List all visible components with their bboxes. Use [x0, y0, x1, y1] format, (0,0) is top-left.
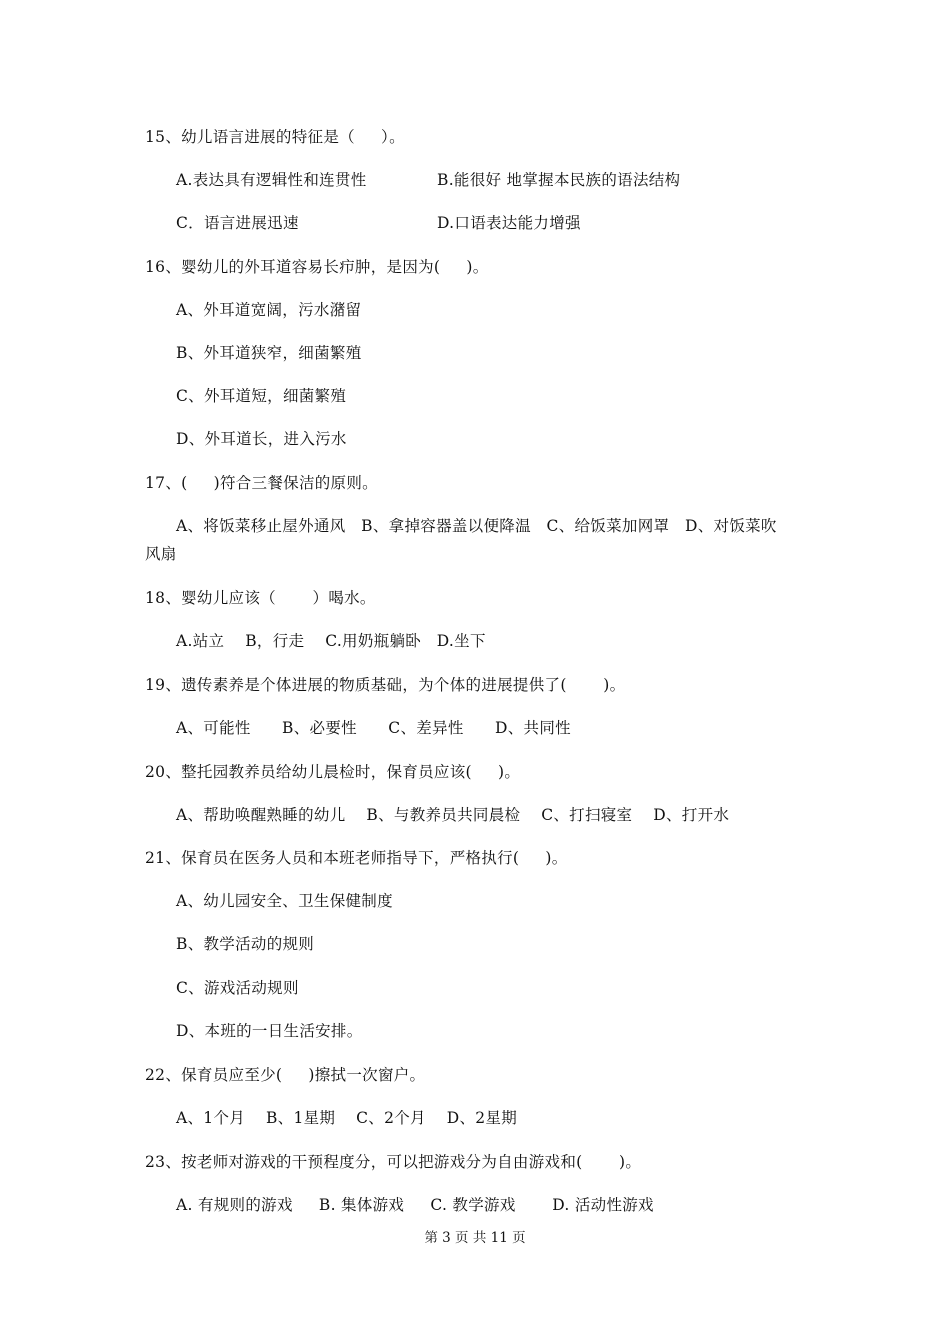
question-22-options: A、1个月 B、1星期 C、2个月 D、2星期: [176, 1109, 518, 1127]
question-15-option-d: D.口语表达能力增强: [437, 214, 581, 232]
question-21-option-c: C、游戏活动规则: [176, 979, 299, 997]
question-16-option-d: D、外耳道长，进入污水: [176, 430, 347, 448]
question-21-option-d: D、本班的一日生活安排。: [176, 1022, 363, 1040]
question-23-options: A. 有规则的游戏 B. 集体游戏 C. 教学游戏 D. 活动性游戏: [176, 1196, 654, 1214]
question-15-stem: 15、幼儿语言进展的特征是（ ）。: [145, 128, 405, 146]
question-15-option-a: A.表达具有逻辑性和连贯性: [176, 171, 367, 189]
page-number-footer: 第 3 页 共 11 页: [424, 1230, 526, 1246]
question-17-options: A、将饭菜移止屋外通风 B、拿掉容器盖以便降温 C、给饭菜加网罩 D、对饭菜吹: [176, 517, 777, 535]
question-15-option-c: C．语言进展迅速: [176, 214, 299, 232]
question-19-stem: 19、遗传素养是个体进展的物质基础，为个体的进展提供了( )。: [145, 676, 626, 694]
question-16-option-a: A、外耳道宽阔，污水潴留: [176, 301, 362, 319]
question-23-stem: 23、按老师对游戏的干预程度分，可以把游戏分为自由游戏和( )。: [145, 1153, 642, 1171]
question-17-options-continued: 风扇: [145, 545, 177, 563]
question-16-stem: 16、婴幼儿的外耳道容易长疖肿，是因为( )。: [145, 258, 489, 276]
question-18-options: A.站立 B，行走 C.用奶瓶躺卧 D.坐下: [176, 632, 486, 650]
question-21-option-b: B、教学活动的规则: [176, 935, 315, 953]
question-22-stem: 22、保育员应至少( )擦拭一次窗户。: [145, 1066, 426, 1084]
question-21-stem: 21、保育员在医务人员和本班老师指导下，严格执行( )。: [145, 849, 568, 867]
question-15-option-b: B.能很好 地掌握本民族的语法结构: [437, 171, 681, 189]
question-16-option-c: C、外耳道短，细菌繁殖: [176, 387, 347, 405]
question-20-stem: 20、整托园教养员给幼儿晨检时，保育员应该( )。: [145, 763, 521, 781]
question-19-options: A、可能性 B、必要性 C、差异性 D、共同性: [176, 719, 571, 737]
question-17-stem: 17、( )符合三餐保洁的原则。: [145, 474, 378, 492]
question-16-option-b: B、外耳道狭窄，细菌繁殖: [176, 344, 362, 362]
question-21-option-a: A、幼儿园安全、卫生保健制度: [176, 892, 393, 910]
question-18-stem: 18、婴幼儿应该（ ）喝水。: [145, 589, 376, 607]
question-20-options: A、帮助唤醒熟睡的幼儿 B、与教养员共同晨检 C、打扫寝室 D、打开水: [176, 806, 730, 824]
